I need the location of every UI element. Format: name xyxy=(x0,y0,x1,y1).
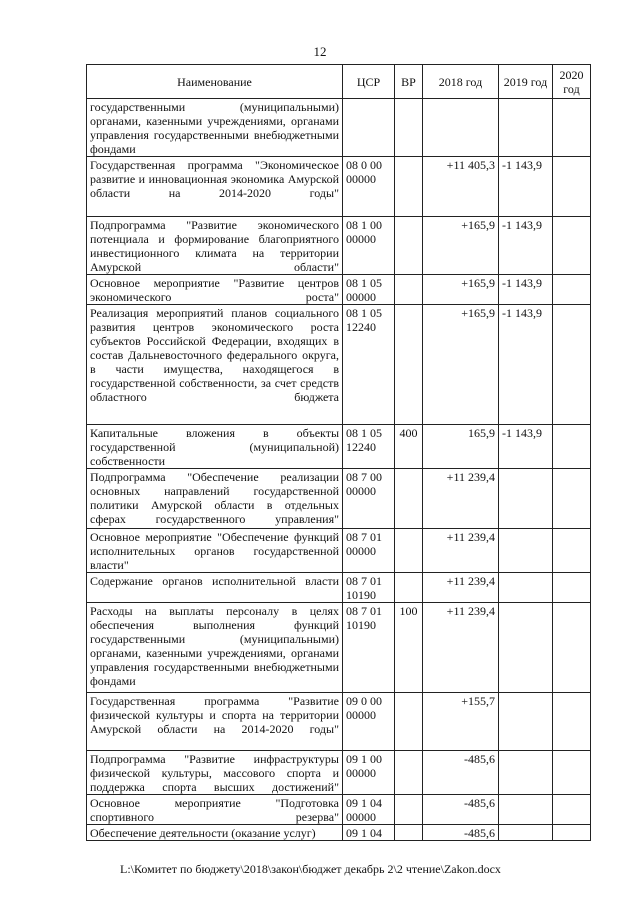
row-name: Основное мероприятие "Развитие центров экономического роста" xyxy=(87,275,343,305)
row-name: государственными (муниципальными) органами, казенными учреждениями, органами управления государственными внебюджетными фондами xyxy=(87,99,343,157)
row-name: Расходы на выплаты персоналу в целях обеспечения выполнения функций государственными (муниципальными) органами, казенными учреждениями, органами управления государственными внебюджетными фондами xyxy=(87,603,343,693)
row-csr: 08 1 05 12240 xyxy=(343,305,395,425)
row-2020 xyxy=(553,603,591,693)
row-csr: 08 7 01 10190 xyxy=(343,573,395,603)
row-2019 xyxy=(499,469,553,529)
row-2018 xyxy=(423,99,499,157)
row-2020 xyxy=(553,425,591,469)
table-row xyxy=(87,425,591,469)
table-row xyxy=(87,275,591,305)
row-vr xyxy=(395,469,423,529)
header-2018: 2018 год xyxy=(423,65,499,99)
row-2019 xyxy=(499,573,553,603)
row-2019: -1 143,9 xyxy=(499,275,553,305)
row-2018: +155,7 xyxy=(423,693,499,751)
page-number: 12 xyxy=(313,44,327,59)
row-2019 xyxy=(499,99,553,157)
row-2018: +165,9 xyxy=(423,305,499,425)
row-csr: 08 7 00 00000 xyxy=(343,469,395,529)
row-csr: 08 7 01 10190 xyxy=(343,603,395,693)
row-name: Подпрограмма "Развитие инфраструктуры физической культуры, массового спорта и поддержка спорта высших достижений" xyxy=(87,751,343,795)
row-name: Государственная программа "Развитие физической культуры и спорта на территории Амурской области на 2014-2020 годы" xyxy=(87,693,343,751)
table-row xyxy=(87,157,591,217)
row-csr: 09 1 00 00000 xyxy=(343,751,395,795)
row-2019 xyxy=(499,529,553,573)
row-vr xyxy=(395,529,423,573)
row-csr xyxy=(343,99,395,157)
row-2019: -1 143,9 xyxy=(499,157,553,217)
row-csr: 09 1 04 00000 xyxy=(343,795,395,825)
table-row xyxy=(87,469,591,529)
row-csr: 08 1 05 12240 xyxy=(343,425,395,469)
row-2018: +11 239,4 xyxy=(423,469,499,529)
row-2018: -485,6 xyxy=(423,795,499,825)
table-row xyxy=(87,693,591,751)
row-vr xyxy=(395,795,423,825)
row-vr xyxy=(395,157,423,217)
row-2019 xyxy=(499,795,553,825)
row-2020 xyxy=(553,573,591,603)
table-row xyxy=(87,305,591,425)
row-2020 xyxy=(553,305,591,425)
row-2018: +11 239,4 xyxy=(423,529,499,573)
row-2020 xyxy=(553,751,591,795)
row-2018: +11 239,4 xyxy=(423,573,499,603)
row-2018: +11 239,4 xyxy=(423,603,499,693)
table-row xyxy=(87,825,591,841)
row-csr: 09 0 00 00000 xyxy=(343,693,395,751)
row-vr xyxy=(395,825,423,841)
table-row xyxy=(87,795,591,825)
header-vr: ВР xyxy=(395,65,423,99)
row-vr xyxy=(395,99,423,157)
row-2020 xyxy=(553,275,591,305)
row-2019: -1 143,9 xyxy=(499,425,553,469)
row-2019: -1 143,9 xyxy=(499,217,553,275)
row-vr xyxy=(395,305,423,425)
row-vr xyxy=(395,751,423,795)
header-2020: 2020 год xyxy=(553,65,591,99)
row-2020 xyxy=(553,795,591,825)
table-row xyxy=(87,573,591,603)
row-csr: 09 1 04 xyxy=(343,825,395,841)
row-vr xyxy=(395,275,423,305)
row-2018: -485,6 xyxy=(423,751,499,795)
row-2020 xyxy=(553,157,591,217)
table-row xyxy=(87,99,591,157)
header-name: Наименование xyxy=(87,65,343,99)
row-2018: -485,6 xyxy=(423,825,499,841)
row-name: Обеспечение деятельности (оказание услуг) xyxy=(87,825,343,841)
row-2019 xyxy=(499,751,553,795)
row-2018: 165,9 xyxy=(423,425,499,469)
row-vr xyxy=(395,693,423,751)
row-csr: 08 1 00 00000 xyxy=(343,217,395,275)
row-2020 xyxy=(553,99,591,157)
row-vr xyxy=(395,573,423,603)
row-vr: 100 xyxy=(395,603,423,693)
row-name: Основное мероприятие "Подготовка спортивного резерва" xyxy=(87,795,343,825)
row-2020 xyxy=(553,825,591,841)
row-vr xyxy=(395,217,423,275)
header-csr: ЦСР xyxy=(343,65,395,99)
row-vr: 400 xyxy=(395,425,423,469)
row-name: Подпрограмма "Обеспечение реализации основных направлений государственной политики Амурской области в отдельных сферах государственного управления" xyxy=(87,469,343,529)
budget-table xyxy=(86,64,591,841)
row-2020 xyxy=(553,217,591,275)
row-csr: 08 1 05 00000 xyxy=(343,275,395,305)
row-name: Основное мероприятие "Обеспечение функций исполнительных органов государственной власти" xyxy=(87,529,343,573)
row-2019 xyxy=(499,603,553,693)
row-csr: 08 0 00 00000 xyxy=(343,157,395,217)
row-2020 xyxy=(553,469,591,529)
row-name: Реализация мероприятий планов социального развития центров экономического роста субъектов Российской Федерации, входящих в состав Дальневосточного федерального округа, в части имущества, находящегося в государственной собственности, за счет средств областного бюджета xyxy=(87,305,343,425)
table-row xyxy=(87,603,591,693)
row-name: Подпрограмма "Развитие экономического потенциала и формирование благоприятного инвестиционного климата на территории Амурской области" xyxy=(87,217,343,275)
row-2019 xyxy=(499,693,553,751)
row-2020 xyxy=(553,529,591,573)
table-row xyxy=(87,751,591,795)
row-name: Государственная программа "Экономическое развитие и инновационная экономика Амурской области на 2014-2020 годы" xyxy=(87,157,343,217)
row-2020 xyxy=(553,693,591,751)
row-2019 xyxy=(499,825,553,841)
table-row xyxy=(87,529,591,573)
row-csr: 08 7 01 00000 xyxy=(343,529,395,573)
row-2018: +165,9 xyxy=(423,217,499,275)
row-name: Содержание органов исполнительной власти xyxy=(87,573,343,603)
table-header-row xyxy=(87,65,591,99)
row-2018: +165,9 xyxy=(423,275,499,305)
table-row xyxy=(87,217,591,275)
header-2019: 2019 год xyxy=(499,65,553,99)
row-2019: -1 143,9 xyxy=(499,305,553,425)
file-path-footer: L:\Комитет по бюджету\2018\закон\бюджет декабрь 2\2 чтение\Zakon.docx xyxy=(120,862,501,876)
row-name: Капитальные вложения в объекты государственной (муниципальной) собственности xyxy=(87,425,343,469)
row-2018: +11 405,3 xyxy=(423,157,499,217)
